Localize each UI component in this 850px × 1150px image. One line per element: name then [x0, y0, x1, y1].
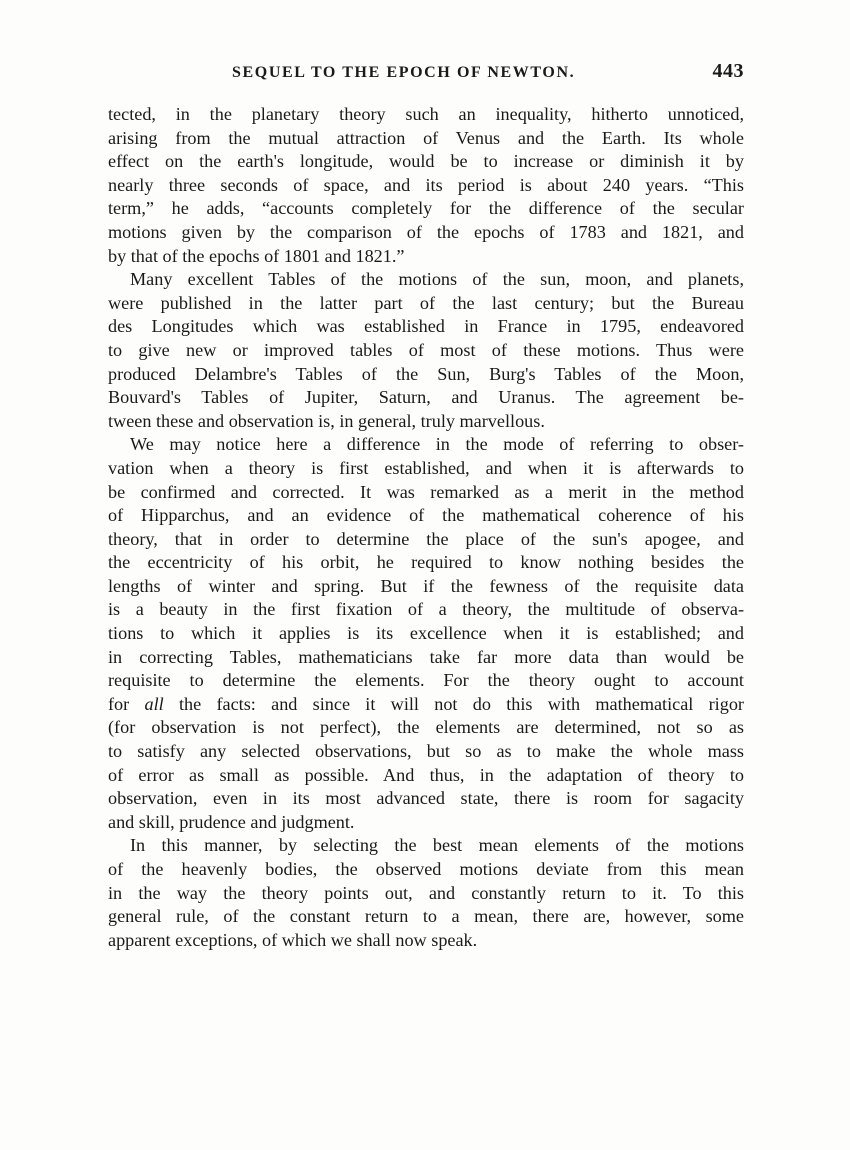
text-line: general rule, of the constant return to a mean, there are, however, some	[108, 906, 744, 927]
text-line: to give new or improved tables of most of these motions. Thus were	[108, 339, 744, 360]
text-line: effect on the earth's longitude, would be to increase or diminish it by	[108, 151, 744, 172]
text-line: nearly three seconds of space, and its period is about 240 years. “This	[108, 174, 744, 195]
paragraph	[108, 433, 744, 834]
running-head	[108, 60, 744, 90]
text-line: in the way the theory points out, and constantly return to it. To this	[108, 882, 744, 903]
text-line: of the heavenly bodies, the observed motions deviate from this mean	[108, 859, 744, 879]
text-line: requisite to determine the elements. For the theory ought to account	[108, 670, 744, 691]
running-title: SEQUEL TO THE EPOCH OF NEWTON.	[232, 64, 576, 81]
text-line: theory, that in order to determine the place of the sun's apogee, and	[108, 528, 744, 549]
text-line: produced Delambre's Tables of the Sun, Burg's Tables of the Moon,	[108, 363, 744, 384]
text-line: des Longitudes which was established in France in 1795, endeavored	[108, 316, 744, 337]
text-line: were published in the latter part of the last century; but the Bureau	[108, 292, 744, 313]
text-line: to satisfy any selected observations, but so as to make the whole mass	[108, 741, 744, 762]
body-text	[108, 103, 744, 952]
text-line: by that of the epochs of 1801 and 1821.”	[108, 245, 405, 266]
text-line: tected, in the planetary theory such an inequality, hitherto unnoticed,	[108, 104, 744, 124]
text-line: the eccentricity of his orbit, he required to know nothing besides the	[108, 552, 744, 573]
text-line: of error as small as possible. And thus, in the adaptation of theory to	[108, 764, 744, 785]
text-line: motions given by the comparison of the epochs of 1783 and 1821, and	[108, 221, 744, 242]
text-line: In this manner, by selecting the best mean elements of the motions	[130, 835, 744, 856]
text-line: apparent exceptions, of which we shall now speak.	[108, 929, 478, 950]
text-line: tions to which it applies is its excellence when it is established; and	[108, 623, 744, 644]
text-line: Many excellent Tables of the motions of the sun, moon, and planets,	[130, 269, 744, 290]
text-line: We may notice here a difference in the mode of referring to obser-	[130, 434, 744, 455]
text-line: vation when a theory is first established, and when it is afterwards to	[108, 457, 744, 478]
emphasis: all	[144, 693, 164, 714]
text-line: and skill, prudence and judgment.	[108, 811, 355, 832]
text-line: of Hipparchus, and an evidence of the mathematical coherence of his	[108, 505, 744, 526]
paragraph	[108, 103, 744, 268]
text-line: Bouvard's Tables of Jupiter, Saturn, and Uranus. The agreement be-	[108, 387, 744, 408]
text-line: term,” he adds, “accounts completely for the difference of the secular	[108, 198, 744, 219]
text-line: (for observation is not perfect), the elements are determined, not so as	[108, 717, 744, 738]
text-line: observation, even in its most advanced state, there is room for sagacity	[108, 788, 744, 809]
text-line: is a beauty in the first fixation of a theory, the multitude of observa-	[108, 599, 744, 620]
text-line: arising from the mutual attraction of Venus and the Earth. Its whole	[108, 127, 744, 148]
text-line: tween these and observation is, in general, truly marvellous.	[108, 410, 545, 431]
text-line: for all the facts: and since it will not do this with mathematical rigor	[108, 693, 744, 714]
paragraph	[108, 268, 744, 433]
page-number: 443	[712, 60, 744, 82]
text-line: lengths of winter and spring. But if the fewness of the requisite data	[108, 575, 744, 596]
text-line: be confirmed and corrected. It was remarked as a merit in the method	[108, 481, 744, 502]
paragraph	[108, 834, 744, 952]
text-line: in correcting Tables, mathematicians take far more data than would be	[108, 646, 744, 667]
